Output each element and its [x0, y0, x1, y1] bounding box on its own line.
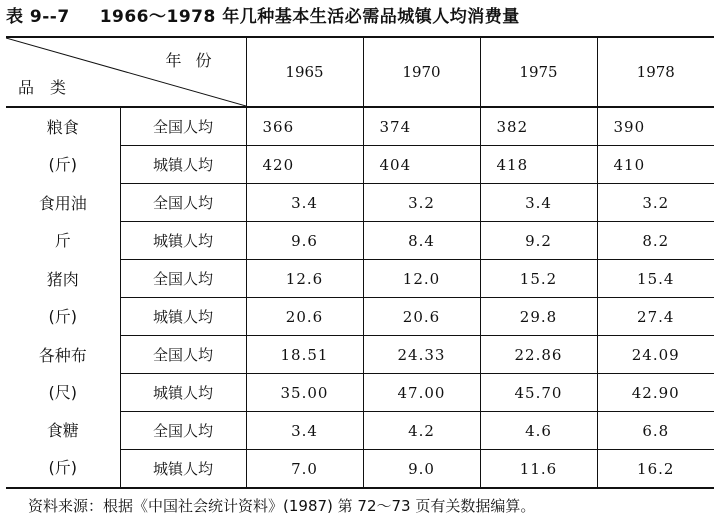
- value-cell: 12.6: [246, 260, 363, 298]
- commodity-cell: [6, 184, 120, 260]
- year-header: 1970: [363, 37, 480, 107]
- commodity-unit: 斤: [54, 230, 71, 250]
- table-caption: 1966～1978 年几种基本生活必需品城镇人均消费量: [99, 7, 520, 27]
- value-cell: 366: [246, 107, 363, 146]
- value-cell: 3.4: [246, 412, 363, 450]
- commodity-cell: [6, 107, 120, 184]
- value-cell: 8.2: [597, 222, 714, 260]
- value-cell: 6.8: [597, 412, 714, 450]
- commodity-cell: [6, 336, 120, 412]
- category-axis-label: 品类: [18, 78, 83, 97]
- value-cell: 8.4: [363, 222, 480, 260]
- value-cell: 390: [597, 107, 714, 146]
- commodity-cell: [6, 412, 120, 489]
- row-label: 全国人均: [120, 336, 246, 374]
- value-cell: 3.2: [597, 184, 714, 222]
- commodity-unit: (斤): [48, 306, 77, 326]
- value-cell: 11.6: [480, 450, 597, 489]
- table-title: [6, 4, 520, 30]
- value-cell: 35.00: [246, 374, 363, 412]
- commodity-name: 各种布: [38, 345, 87, 365]
- value-cell: 9.6: [246, 222, 363, 260]
- table-row: [6, 107, 714, 146]
- row-label: 城镇人均: [120, 450, 246, 489]
- source-note: 资料来源：根据《中国社会统计资料》(1987) 第 72～73 页有关数据编算。: [28, 497, 536, 515]
- table-row: [6, 336, 714, 374]
- year-axis-label: 年份: [165, 51, 226, 70]
- value-cell: 3.2: [363, 184, 480, 222]
- value-cell: 16.2: [597, 450, 714, 489]
- year-header: 1978: [597, 37, 714, 107]
- value-cell: 9.0: [363, 450, 480, 489]
- value-cell: 42.90: [597, 374, 714, 412]
- commodity-unit: (尺): [48, 382, 77, 402]
- year-header: 1965: [246, 37, 363, 107]
- commodity-unit: (斤): [48, 154, 77, 174]
- value-cell: 27.4: [597, 298, 714, 336]
- commodity-name: 食糖: [46, 421, 79, 441]
- year-header: 1975: [480, 37, 597, 107]
- value-cell: 22.86: [480, 336, 597, 374]
- row-label: 全国人均: [120, 260, 246, 298]
- value-cell: 374: [363, 107, 480, 146]
- value-cell: 20.6: [246, 298, 363, 336]
- commodity-name: 粮食: [46, 117, 79, 137]
- row-label: 城镇人均: [120, 222, 246, 260]
- commodity-name: 食用油: [38, 193, 87, 213]
- table-row: [6, 184, 714, 222]
- value-cell: 3.4: [480, 184, 597, 222]
- commodity-name: 猪肉: [46, 269, 79, 289]
- value-cell: 3.4: [246, 184, 363, 222]
- value-cell: 7.0: [246, 450, 363, 489]
- value-cell: 382: [480, 107, 597, 146]
- table-row: [6, 412, 714, 450]
- row-label: 全国人均: [120, 412, 246, 450]
- value-cell: 24.09: [597, 336, 714, 374]
- consumption-table: [6, 36, 714, 489]
- value-cell: 420: [246, 146, 363, 184]
- value-cell: 15.4: [597, 260, 714, 298]
- row-label: 全国人均: [120, 107, 246, 146]
- row-label: 城镇人均: [120, 146, 246, 184]
- value-cell: 18.51: [246, 336, 363, 374]
- header-row: [6, 37, 714, 107]
- value-cell: 4.2: [363, 412, 480, 450]
- value-cell: 12.0: [363, 260, 480, 298]
- value-cell: 410: [597, 146, 714, 184]
- value-cell: 4.6: [480, 412, 597, 450]
- table-row: [6, 260, 714, 298]
- value-cell: 47.00: [363, 374, 480, 412]
- row-label: 全国人均: [120, 184, 246, 222]
- commodity-unit: (斤): [48, 458, 77, 478]
- row-label: 城镇人均: [120, 298, 246, 336]
- commodity-cell: [6, 260, 120, 336]
- value-cell: 20.6: [363, 298, 480, 336]
- value-cell: 24.33: [363, 336, 480, 374]
- table-number: 表 9--7: [6, 7, 70, 27]
- row-label: 城镇人均: [120, 374, 246, 412]
- corner-header-cell: [6, 37, 246, 107]
- value-cell: 418: [480, 146, 597, 184]
- value-cell: 9.2: [480, 222, 597, 260]
- value-cell: 15.2: [480, 260, 597, 298]
- value-cell: 404: [363, 146, 480, 184]
- value-cell: 29.8: [480, 298, 597, 336]
- value-cell: 45.70: [480, 374, 597, 412]
